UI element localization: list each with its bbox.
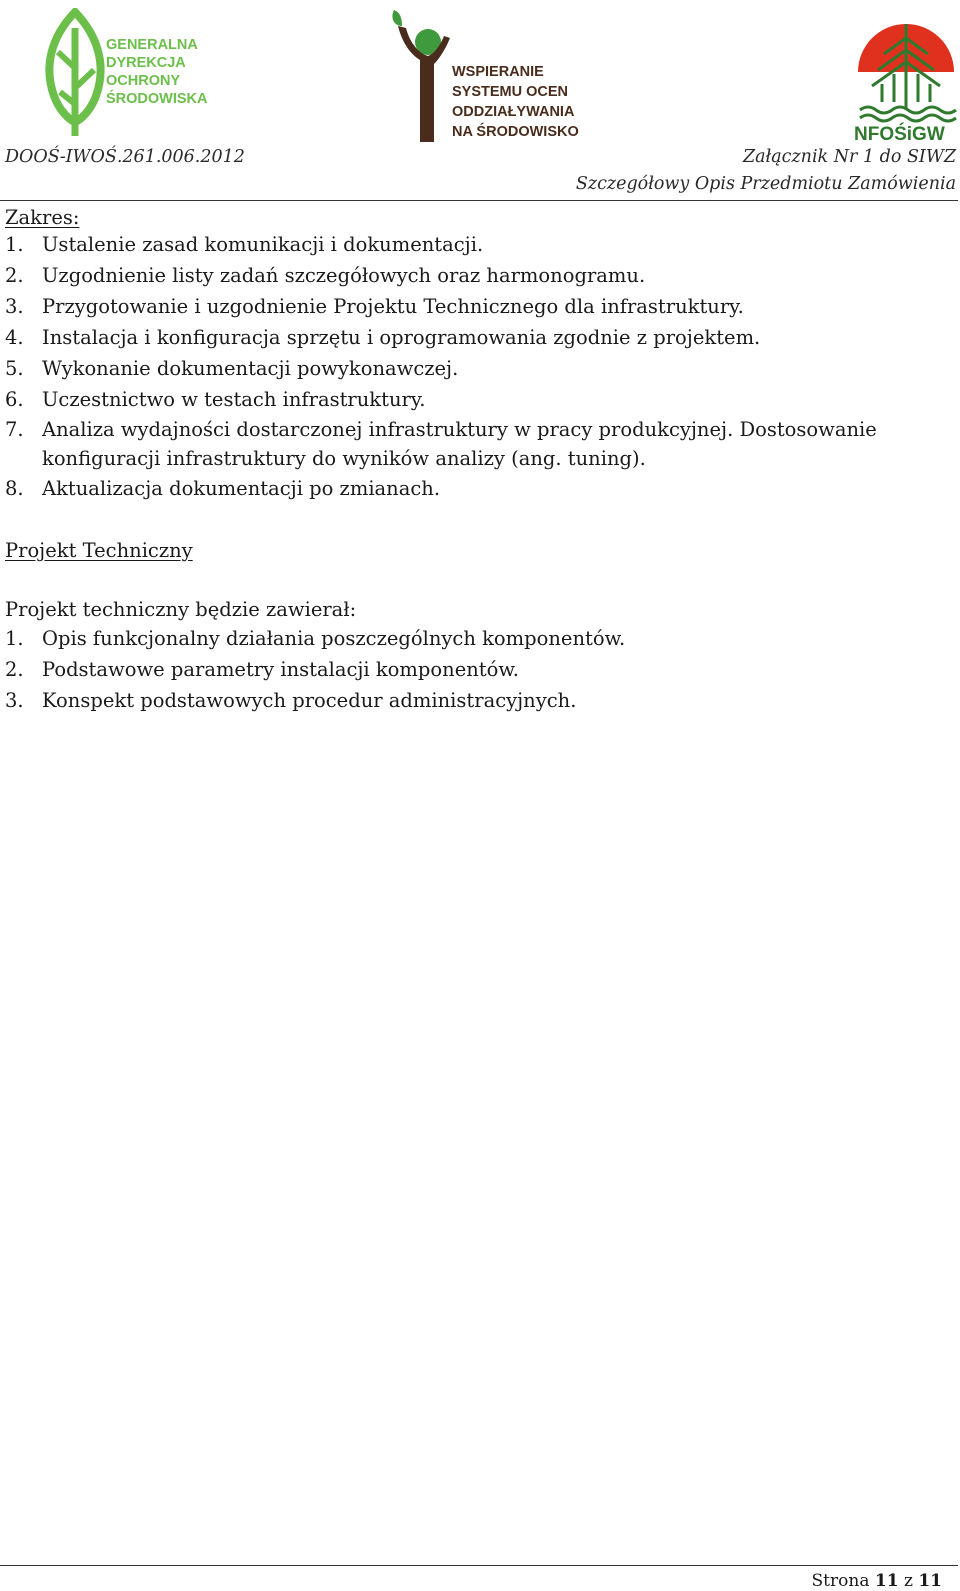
wsoos-line2: SYSTEMU OCEN — [452, 84, 569, 100]
list-item: 4. Instalacja i konfiguracja sprzętu i oprogramowania zgodnie z projektem. — [5, 326, 761, 349]
document-subtitle: Szczegółowy Opis Przedmiotu Zamówienia — [575, 174, 956, 194]
list-item: 7. Analiza wydajności dostarczonej infrastruktury w pracy produkcyjnej. Dostosowanie konfiguracji infrastruktury do wyników analizy (ang. tuning). — [5, 418, 877, 470]
technical-project-intro: Projekt techniczny będzie zawierał: — [5, 598, 357, 621]
technical-project-list — [5, 623, 625, 716]
nfosigw-emblem-icon — [854, 2, 958, 124]
gdos-line2: DYREKCJA — [106, 55, 186, 71]
gdos-logo — [40, 8, 208, 140]
header-divider — [0, 200, 958, 201]
scope-heading: Zakres: — [5, 206, 80, 229]
attachment-label: Załącznik Nr 1 do SIWZ — [742, 147, 956, 167]
reference-number: DOOŚ-IWOŚ.261.006.2012 — [5, 147, 245, 167]
list-item: 1. Opis funkcjonalny działania poszczególnych komponentów. — [5, 627, 626, 650]
wsoos-line4: NA ŚRODOWISKO — [452, 124, 579, 140]
list-item: 2. Uzgodnienie listy zadań szczegółowych oraz harmonogramu. — [5, 264, 646, 287]
technical-project-heading: Projekt Techniczny — [5, 539, 193, 562]
list-item: 8. Aktualizacja dokumentacji po zmianach. — [5, 477, 441, 500]
list-item: 5. Wykonanie dokumentacji powykonawczej. — [5, 357, 459, 380]
gdos-line4: ŚRODOWISKA — [106, 91, 208, 107]
list-item: 1. Ustalenie zasad komunikacji i dokumentacji. — [5, 233, 484, 256]
wsoos-line1: WSPIERANIE — [452, 64, 544, 80]
tree-figure-logo-icon — [388, 2, 458, 147]
wsoos-logo — [388, 2, 578, 147]
footer-divider — [0, 1565, 958, 1566]
leaf-logo-icon — [40, 8, 110, 138]
list-item: 2. Podstawowe parametry instalacji komponentów. — [5, 658, 519, 681]
list-item: 3. Konspekt podstawowych procedur administracyjnych. — [5, 689, 577, 712]
wsoos-line3: ODDZIAŁYWANIA — [452, 104, 575, 120]
page-number: Strona 11 z 11 — [811, 1571, 942, 1591]
nfosigw-logo — [854, 2, 958, 148]
list-item: 3. Przygotowanie i uzgodnienie Projektu Technicznego dla infrastruktury. — [5, 295, 744, 318]
list-item: 6. Uczestnictwo w testach infrastruktury. — [5, 388, 426, 411]
nfosigw-text: NFOŚiGW — [854, 124, 945, 145]
gdos-line1: GENERALNA — [106, 37, 198, 53]
gdos-line3: OCHRONY — [106, 73, 181, 89]
scope-list — [5, 229, 877, 504]
